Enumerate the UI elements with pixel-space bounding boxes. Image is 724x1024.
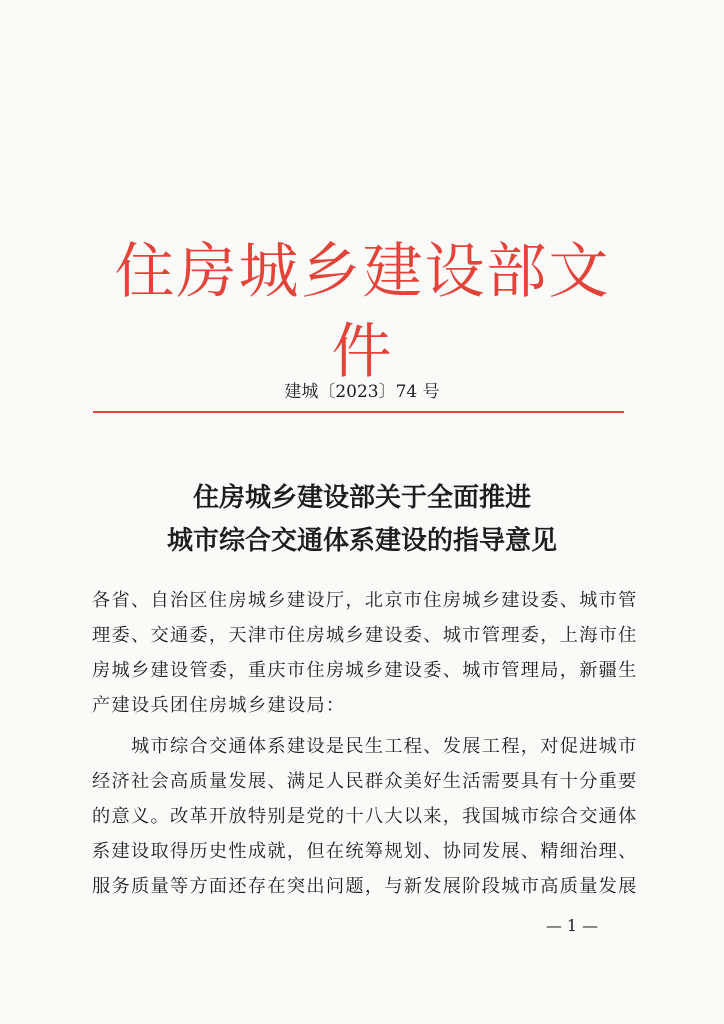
body-line-5: 服务质量等方面还存在突出问题，与新发展阶段城市高质量发展 xyxy=(92,876,638,897)
page-number: — 1 — xyxy=(545,916,599,935)
body-line-2: 经济社会高质量发展、满足人民群众美好生活需要具有十分重要 xyxy=(92,771,638,792)
document-title-line-1: 住房城乡建设部关于全面推进 xyxy=(192,483,531,513)
body-line-1: 城市综合交通体系建设是民生工程、发展工程，对促进城市 xyxy=(92,736,638,757)
red-separator-line xyxy=(93,411,624,413)
addressee-line-4: 产建设兵团住房城乡建设局： xyxy=(92,695,346,716)
addressee-line-1: 各省、自治区住房城乡建设厅，北京市住房城乡建设委、城市管 xyxy=(92,590,638,611)
document-masthead: 住房城乡建设部文件 xyxy=(114,237,611,387)
body-line-4: 系建设取得历史性成就，但在统筹规划、协同发展、精细治理、 xyxy=(92,841,638,862)
document-title-line-2: 城市综合交通体系建设的指导意见 xyxy=(166,526,557,556)
body-line-3: 的意义。改革开放特别是党的十八大以来，我国城市综合交通体 xyxy=(92,806,638,827)
addressee-line-3: 房城乡建设管委，重庆市住房城乡建设委、城市管理局，新疆生 xyxy=(92,660,638,681)
document-number: 建城〔2023〕74 号 xyxy=(284,382,440,402)
addressee-line-2: 理委、交通委，天津市住房城乡建设委、城市管理委，上海市住 xyxy=(92,625,638,646)
